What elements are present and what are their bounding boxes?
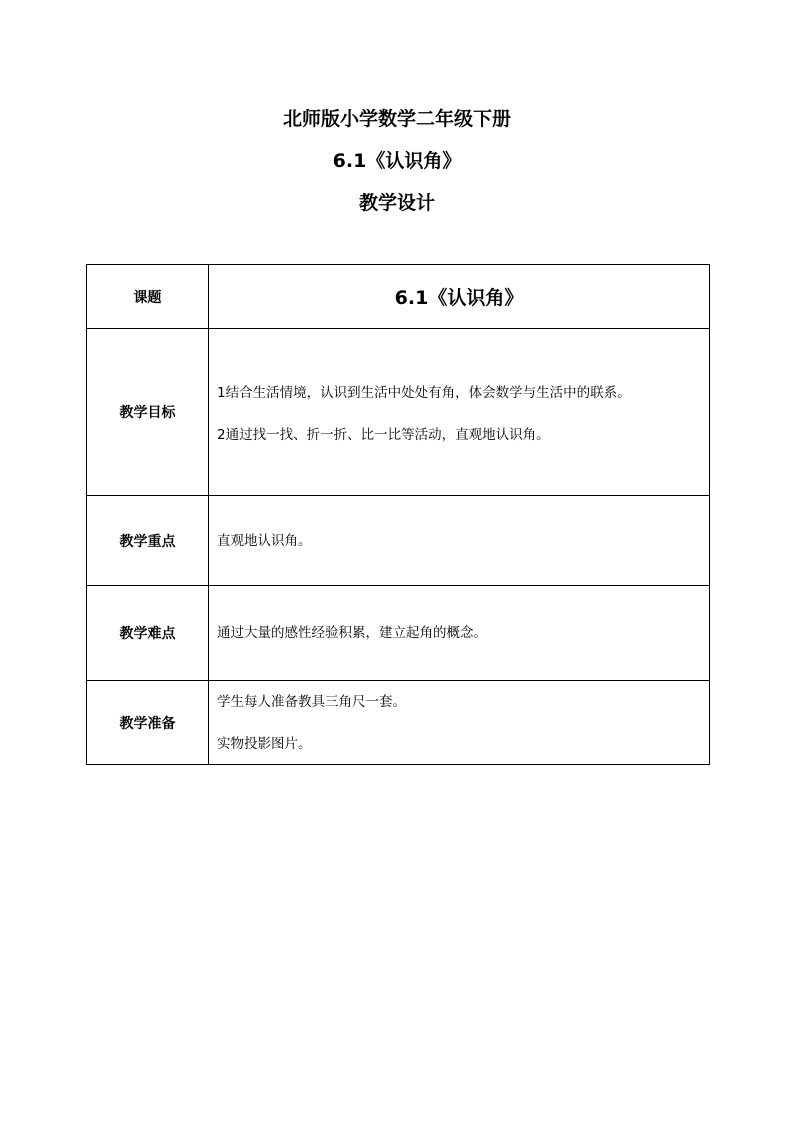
table-row-key-point	[87, 496, 710, 586]
lesson-title: 6.1《认识角》	[332, 150, 462, 172]
topic-value: 6.1《认识角》	[209, 265, 710, 329]
preparation-content	[209, 681, 710, 765]
preparation-item: 学生每人准备教具三角尺一套。	[217, 693, 406, 710]
difficulty-content	[209, 586, 710, 681]
difficulty-text: 通过大量的感性经验积累，建立起角的概念。	[217, 625, 487, 641]
goal-item: 1结合生活情境，认识到生活中处处有角，体会数学与生活中的联系。	[217, 385, 631, 401]
document-subtitle: 教学设计	[358, 192, 435, 214]
key-point-label: 教学重点	[87, 496, 209, 586]
table-row-preparation	[87, 681, 710, 765]
lesson-plan-table	[86, 264, 710, 765]
difficulty-label: 教学难点	[87, 586, 209, 681]
table-row-topic	[87, 265, 710, 329]
preparation-label: 教学准备	[87, 681, 209, 765]
preparation-item: 实物投影图片。	[217, 735, 312, 752]
goals-label: 教学目标	[87, 329, 209, 496]
key-point-text: 直观地认识角。	[217, 532, 312, 549]
document-title: 北师版小学数学二年级下册	[282, 108, 511, 130]
key-point-content	[209, 496, 710, 586]
table-row-difficulty	[87, 586, 710, 681]
table-row-goals	[87, 329, 710, 496]
goal-item: 2通过找一找、折一折、比一比等活动，直观地认识角。	[217, 427, 550, 443]
goals-content	[209, 329, 710, 496]
topic-label: 课题	[87, 265, 209, 329]
